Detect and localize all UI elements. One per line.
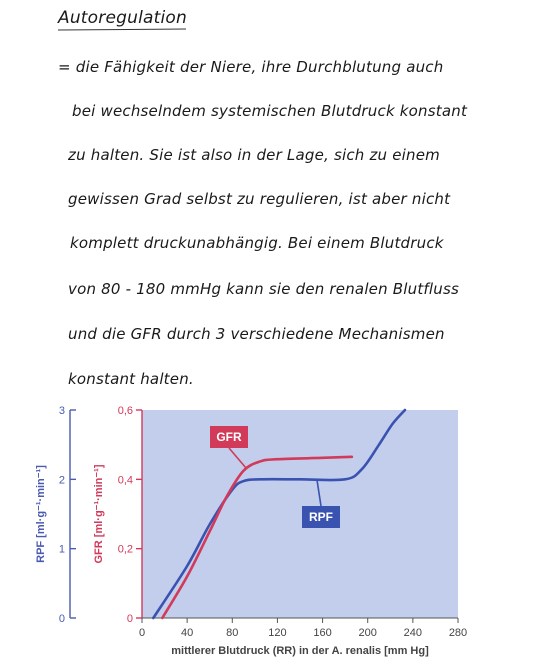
notes-line: zu halten. Sie ist also in der Lage, sich zu einem	[68, 146, 440, 164]
notes-line: konstant halten.	[68, 370, 194, 388]
rpf-tick-label: 3	[58, 405, 65, 417]
notes-title: Autoregulation	[58, 8, 187, 28]
notes-line: von 80 - 180 mmHg kann sie den renalen Blutfluss	[68, 280, 460, 298]
gfr-tick-label: 0,4	[117, 474, 133, 487]
gfr-tick-label: 0,6	[117, 405, 133, 417]
gfr-tick-label: 0,2	[117, 543, 133, 556]
x-tick-label: 0	[138, 627, 146, 639]
x-tick-label: 120	[268, 627, 287, 639]
gfr-tick-label: 0	[126, 613, 133, 625]
title-underline	[58, 28, 186, 30]
callout-label-rpf: RPF	[309, 510, 333, 524]
x-axis-label: mittlerer Blutdruck (RR) in der A. renalis [mm Hg]	[171, 645, 429, 657]
x-tick-label: 40	[181, 627, 194, 639]
x-tick-label: 240	[403, 627, 423, 639]
rpf-tick-label: 0	[58, 613, 65, 625]
notes-line: und die GFR durch 3 verschiedene Mechanismen	[68, 325, 445, 343]
plot-background	[142, 410, 458, 618]
callout-label-gfr: GFR	[216, 430, 242, 444]
x-tick-label: 200	[358, 627, 377, 639]
notes-line: gewissen Grad selbst zu regulieren, ist aber nicht	[68, 190, 451, 208]
x-tick-label: 80	[226, 627, 239, 639]
rpf-tick-label: 1	[58, 543, 65, 556]
chart-svg	[30, 398, 510, 668]
notes-line: bei wechselndem systemischen Blutdruck konstant	[72, 102, 468, 120]
notes-line: = die Fähigkeit der Niere, ihre Durchblutung auch	[58, 58, 444, 76]
autoregulation-chart	[30, 398, 510, 668]
gfr-axis-label: GFR [ml·g⁻¹·min⁻¹]	[93, 464, 105, 564]
rpf-tick-label: 2	[58, 474, 65, 487]
notes-line: komplett druckunabhängig. Bei einem Blutdruck	[70, 234, 444, 252]
rpf-axis-label: RPF [ml·g⁻¹·min⁻¹]	[35, 465, 47, 563]
x-tick-label: 280	[448, 627, 468, 639]
x-tick-label: 160	[313, 627, 332, 639]
